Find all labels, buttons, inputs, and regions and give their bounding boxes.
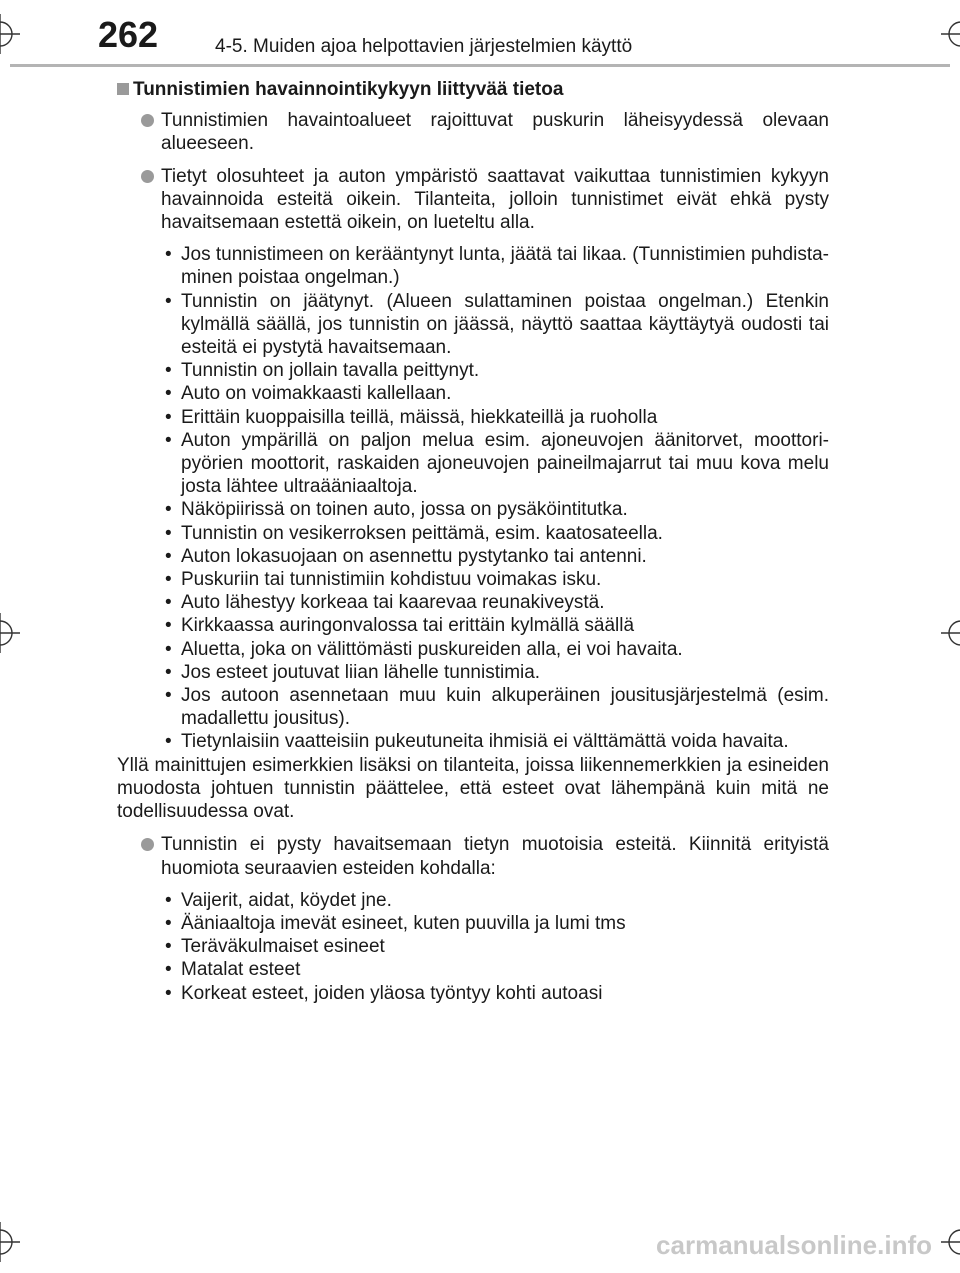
point-item: [117, 165, 829, 235]
list-item: • Vaijerit, aidat, köydet jne.: [165, 889, 392, 911]
point-text: Tunnistin ei pysty havaitsemaan tietyn muotoisia esteitä. Kiinnitä erityistä huomiota seuraavien esteiden kohdalla:: [161, 834, 829, 879]
chapter-title: 4-5. Muiden ajoa helpottavien järjestelmien käyttö: [215, 36, 633, 57]
list-item: • Näköpiirissä on toinen auto, jossa on pysäköintitutka.: [165, 499, 628, 521]
circle-bullet-icon: [141, 838, 154, 851]
list-item: • Jos autoon asennetaan muu kuin alkuperäinen jousitusjärjestelmä (esim. madallettu jousitus).: [165, 685, 829, 730]
page-number: 262: [98, 14, 159, 55]
list-item: • Puskuriin tai tunnistimiin kohdistuu voimakas isku.: [165, 569, 602, 591]
note-paragraph: Yllä mainittujen esimerkkien lisäksi on tilanteita, joissa liikennemerkkien ja esineiden muodosta johtuen tunnistin päättelee, että esteet ovat lähempänä kuin mitä ne todellisuudessa ovat.: [117, 754, 829, 823]
point-item: [117, 833, 829, 879]
list-item: • Auton lokasuojaan on asennettu pystytanko tai antenni.: [165, 545, 647, 567]
list-item: • Tietynlaisiin vaatteisiin pukeutuneita ihmisiä ei välttämättä voida havaita.: [165, 731, 789, 753]
point-item: [117, 109, 829, 155]
circle-bullet-icon: [141, 170, 154, 183]
list-item: • Tunnistin on jollain tavalla peittynyt.: [165, 360, 480, 382]
list-item: • Auto on voimakkaasti kallellaan.: [165, 383, 452, 405]
list-item: • Auton ympärillä on paljon melua esim. ajoneuvojen äänitorvet, moottoripyörien moottorit, raskaiden ajoneuvojen paineilmajarrut tai muu kova melu josta lähtee ultraääniaaltoja.: [165, 429, 829, 498]
list-item: • Teräväkulmaiset esineet: [165, 936, 385, 958]
list-item: • Jos tunnistimeen on kerääntynyt lunta, jäätä tai likaa. (Tunnistimien puhdistaminen poistaa ongelman.): [165, 244, 829, 289]
obstacles-list: [117, 889, 829, 1005]
square-bullet-icon: [117, 83, 129, 95]
list-item: • Aluetta, joka on välittömästi puskureiden alla, ei voi havaita.: [165, 638, 683, 660]
list-item: • Erittäin kuoppaisilla teillä, mäissä, hiekkateillä ja ruoholla: [165, 406, 658, 428]
circle-bullet-icon: [141, 114, 154, 127]
list-item: • Ääniaaltoja imevät esineet, kuten puuvilla ja lumi tms: [165, 912, 626, 934]
registration-mark-mid-left: [0, 613, 20, 653]
list-item: • Matalat esteet: [165, 959, 301, 981]
section-heading-text: Tunnistimien havainnointikykyyn liittyvää tietoa: [133, 79, 564, 100]
point-text: Tietyt olosuhteet ja auton ympäristö saattavat vaikuttaa tunnistimien kykyyn havainnoida esteitä oikein. Tilanteita, jolloin tunnistimet eivät ehkä pysty havaitsemaan estettä oikein, on lueteltu alla.: [161, 165, 829, 234]
section-heading: [117, 78, 829, 101]
registration-mark-bottom-left: [0, 1222, 20, 1262]
watermark-text: carmanualsonline.info: [656, 1230, 932, 1260]
list-item: • Jos esteet joutuvat liian lähelle tunnistimia.: [165, 661, 541, 683]
registration-mark-mid-right: [941, 613, 960, 653]
main-content: [117, 78, 829, 1005]
page-header: [98, 14, 938, 58]
point-text: Tunnistimien havaintoalueet rajoittuvat puskurin läheisyydessä olevaan alueeseen.: [161, 110, 829, 155]
registration-mark-top-left: [0, 14, 20, 54]
list-item: • Korkeat esteet, joiden yläosa työntyy kohti autoasi: [165, 982, 603, 1004]
list-item: • Tunnistin on vesikerroksen peittämä, esim. kaatosateella.: [165, 522, 663, 544]
list-item: • Auto lähestyy korkeaa tai kaarevaa reunakiveystä.: [165, 592, 605, 614]
registration-mark-top-right: [941, 14, 960, 54]
conditions-list: [117, 243, 829, 753]
list-item: • Tunnistin on jäätynyt. (Alueen sulattaminen poistaa ongelman.) Etenkin kylmällä säällä, jos tunnistin on jäässä, näyttö saattaa käyttäytyä oudosti tai esteitä ei pystytä havaitsemaan.: [165, 290, 829, 359]
list-item: • Kirkkaassa auringonvalossa tai erittäin kylmällä säällä: [165, 615, 635, 637]
registration-mark-bottom-right: [941, 1222, 960, 1262]
header-divider: [10, 64, 950, 67]
